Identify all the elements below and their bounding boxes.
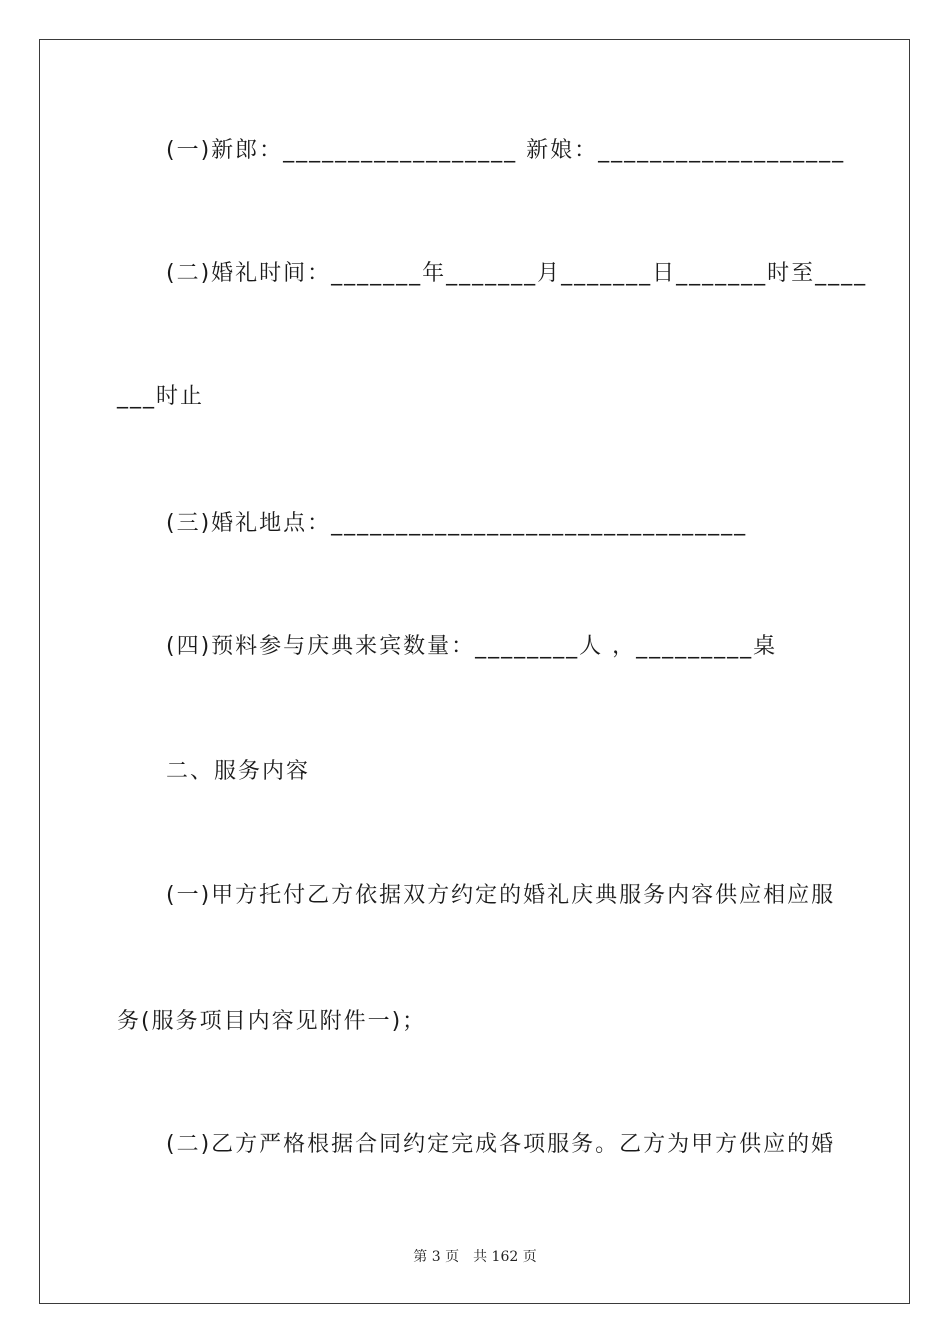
guest-count-line: (四)预料参与庆典来宾数量：________人 ，_________桌: [166, 634, 778, 659]
page-number-footer: 第 3 页 共 162 页: [413, 1249, 537, 1265]
page-border: [39, 39, 910, 1304]
wedding-venue-line: (三)婚礼地点：________________________________: [166, 511, 748, 536]
wedding-time-continuation: ___时止: [117, 384, 205, 409]
clause-1-line: (一)甲方托付乙方依据双方约定的婚礼庆典服务内容供应相应服: [166, 883, 836, 908]
wedding-time-line: (二)婚礼时间：_______年_______月_______日_______时至____: [166, 261, 868, 286]
clause-2-line: (二)乙方严格根据合同约定完成各项服务。乙方为甲方供应的婚: [166, 1132, 836, 1157]
clause-1-continuation: 务(服务项目内容见附件一)；: [117, 1009, 427, 1034]
section-heading: 二、服务内容: [166, 759, 311, 784]
groom-bride-line: (一)新郎：__________________ 新娘：___________________: [166, 138, 846, 163]
